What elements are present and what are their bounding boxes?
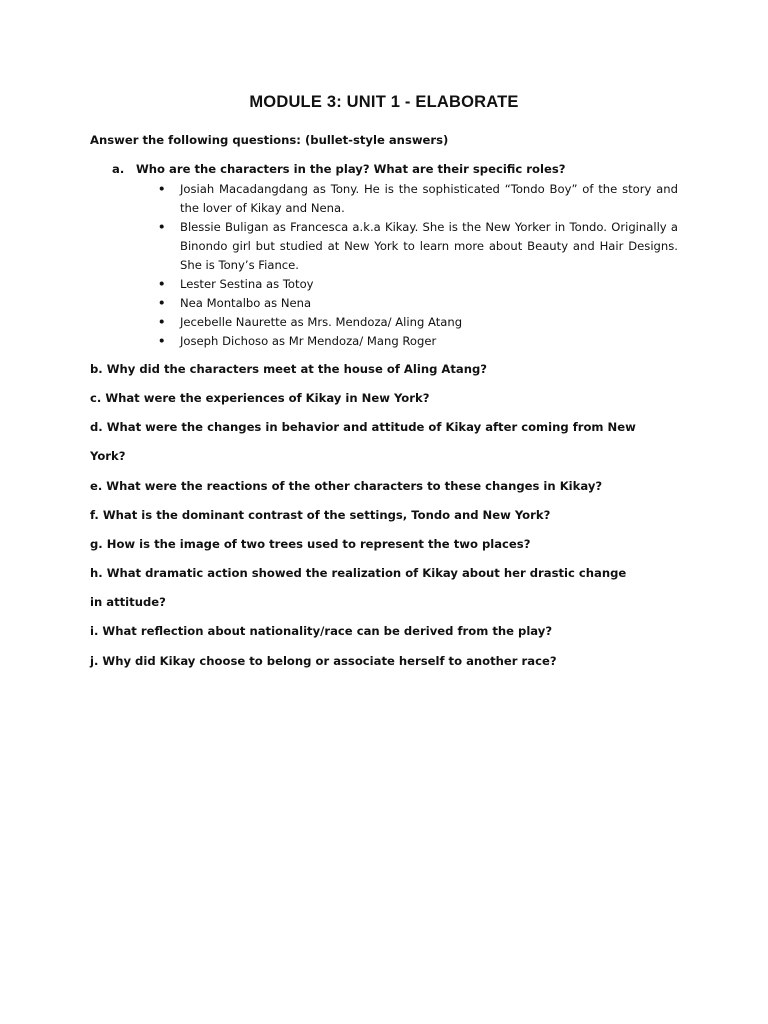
question-b: b. Why did the characters meet at the house of Aling Atang? — [90, 362, 488, 376]
question-a-text: Who are the characters in the play? What are their specific roles? — [136, 162, 566, 176]
list-item — [158, 275, 678, 294]
list-item — [158, 294, 678, 313]
bullet-icon: • — [158, 296, 166, 310]
list-item-text: Blessie Buligan as Francesca a.k.a Kikay. She is the New Yorker in Tondo. Originally a Binondo girl but studied at New York to learn more about Beauty and Hair Designs. She is Tony’s Fiance. — [180, 220, 678, 272]
bullet-icon: • — [158, 182, 166, 196]
question-g: g. How is the image of two trees used to represent the two places? — [90, 537, 531, 551]
question-d-continued: York? — [90, 449, 126, 463]
question-j: j. Why did Kikay choose to belong or associate herself to another race? — [90, 654, 557, 668]
list-item-text: Joseph Dichoso as Mr Mendoza/ Mang Roger — [180, 334, 437, 348]
list-item — [158, 180, 678, 218]
list-item — [158, 313, 678, 332]
list-item — [158, 218, 678, 275]
page-title: MODULE 3: UNIT 1 - ELABORATE — [249, 93, 519, 111]
character-list — [158, 180, 678, 351]
question-h: h. What dramatic action showed the realization of Kikay about her drastic change — [90, 566, 627, 580]
question-h-continued: in attitude? — [90, 595, 166, 609]
question-i: i. What reflection about nationality/race can be derived from the play? — [90, 624, 553, 638]
question-e: e. What were the reactions of the other characters to these changes in Kikay? — [90, 479, 603, 493]
instructions: Answer the following questions: (bullet-style answers) — [90, 133, 449, 147]
bullet-icon: • — [158, 220, 166, 234]
question-c: c. What were the experiences of Kikay in New York? — [90, 391, 430, 405]
question-f: f. What is the dominant contrast of the settings, Tondo and New York? — [90, 508, 551, 522]
bullet-icon: • — [158, 277, 166, 291]
bullet-icon: • — [158, 334, 166, 348]
list-item — [158, 332, 678, 351]
list-item-text: Lester Sestina as Totoy — [180, 277, 314, 291]
bullet-icon: • — [158, 315, 166, 329]
list-item-text: Josiah Macadangdang as Tony. He is the sophisticated “Tondo Boy” of the story and the lover of Kikay and Nena. — [180, 182, 678, 215]
question-d: d. What were the changes in behavior and attitude of Kikay after coming from New — [90, 420, 636, 434]
list-item-text: Jecebelle Naurette as Mrs. Mendoza/ Aling Atang — [180, 315, 463, 329]
list-item-text: Nea Montalbo as Nena — [180, 296, 312, 310]
question-a-letter: a. — [112, 162, 125, 176]
